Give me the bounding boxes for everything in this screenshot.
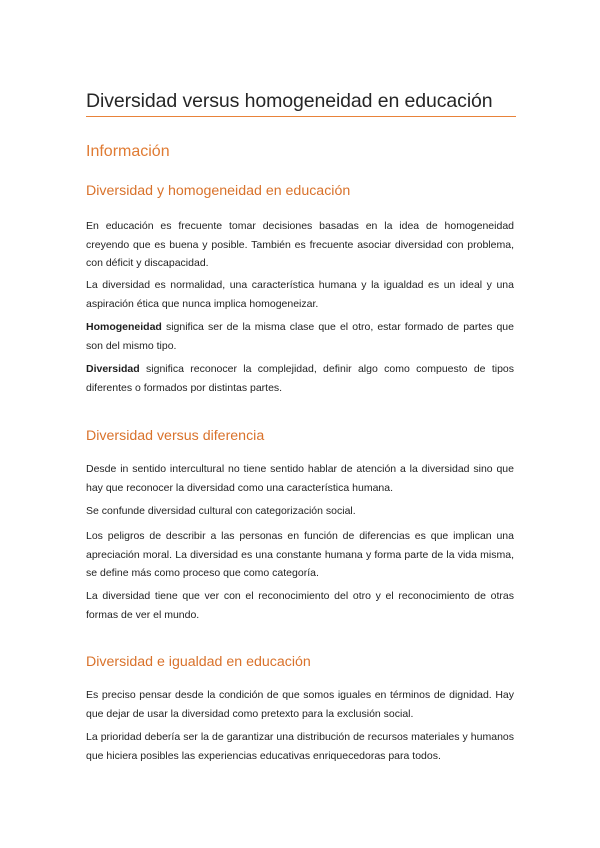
paragraph — [86, 502, 514, 521]
section-heading-diversidad-igualdad: Diversidad e igualdad en educación — [86, 654, 311, 670]
paragraph-text: Desde in sentido intercultural no tiene sentido hablar de atención a la diversidad sino que hay que reconocer la diversidad como una característica humana. — [86, 463, 514, 494]
paragraph — [86, 527, 514, 583]
paragraph — [86, 587, 514, 624]
paragraph — [86, 276, 514, 313]
paragraph-text: Es preciso pensar desde la condición de que somos iguales en términos de dignidad. Hay que dejar de usar la diversidad como pretexto para la exclusión social. — [86, 689, 514, 720]
paragraph — [86, 360, 514, 397]
paragraph-text: Los peligros de describir a las personas en función de diferencias es que implican una apreciación moral. La diversidad es una constante humana y forma parte de la vida misma, se define más como proceso que como categoría. — [86, 530, 514, 579]
title-underline — [86, 116, 516, 117]
paragraph-text: significa reconocer la complejidad, definir algo como compuesto de tipos diferentes o formados por distintas partes. — [86, 363, 514, 394]
paragraph-lead: Homogeneidad — [86, 321, 162, 333]
paragraph-text: La diversidad tiene que ver con el reconocimiento del otro y el reconocimiento de otras formas de ver el mundo. — [86, 590, 514, 621]
paragraph-text: La prioridad debería ser la de garantizar una distribución de recursos materiales y humanos que hiciera posibles las experiencias educativas enriquecedoras para todos. — [86, 731, 514, 762]
paragraph — [86, 686, 514, 723]
paragraph — [86, 217, 514, 273]
section-heading-diversidad-homogeneidad: Diversidad y homogeneidad en educación — [86, 183, 351, 199]
paragraph-text: En educación es frecuente tomar decisiones basadas en la idea de homogeneidad creyendo que es buena y posible. También es frecuente asociar diversidad con problema, con déficit y discapacidad. — [86, 220, 514, 269]
paragraph-text: La diversidad es normalidad, una característica humana y la igualdad es un ideal y una aspiración ética que nunca implica homogeneizar. — [86, 279, 514, 310]
paragraph — [86, 460, 514, 497]
paragraph-text: Se confunde diversidad cultural con categorización social. — [86, 505, 356, 517]
paragraph — [86, 318, 514, 355]
heading-informacion: Información — [86, 143, 170, 160]
document-title: Diversidad versus homogeneidad en educación — [86, 90, 493, 112]
paragraph-text: significa ser de la misma clase que el otro, estar formado de partes que son del mismo tipo. — [86, 321, 514, 352]
section-heading-diversidad-diferencia: Diversidad versus diferencia — [86, 428, 265, 444]
paragraph-lead: Diversidad — [86, 363, 140, 375]
paragraph — [86, 728, 514, 765]
